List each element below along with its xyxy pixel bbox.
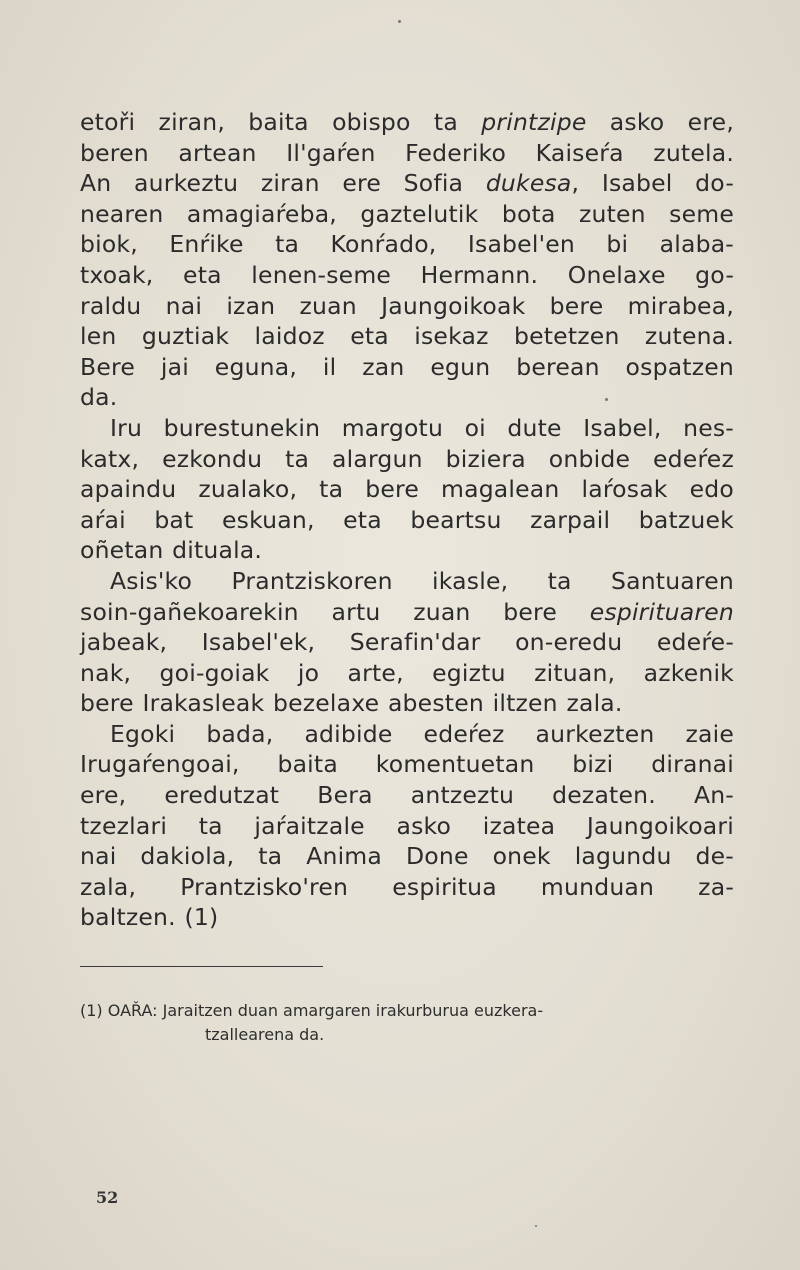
text-run: etoři ziran, baita obispo ta [80, 108, 482, 136]
text-line [80, 566, 734, 597]
text-line [80, 352, 734, 383]
text-run: Irugaŕengoai, baita komentuetan bizi diranai [80, 750, 734, 779]
text-line [80, 321, 734, 352]
text-run: Bere jai eguna, il zan egun berean ospatzen [80, 352, 734, 381]
text-line [80, 658, 734, 689]
text-run: ere, eredutzat Bera antzeztu dezaten. An- [80, 781, 734, 810]
text-run: nak, goi-goiak jo arte, egiztu zituan, azkenik [80, 658, 734, 687]
text-line [80, 505, 734, 536]
text-run: Egoki bada, adibide edeŕez aurkezten zaie [110, 719, 734, 748]
text-line [80, 902, 734, 933]
text-run: oñetan dituala. [80, 536, 263, 565]
text-run: asko ere, [586, 108, 735, 136]
text-run: bere Irakasleak bezelaxe abesten iltzen zala. [80, 689, 623, 718]
text-line [80, 872, 734, 903]
text-line [80, 413, 734, 444]
page-number: 52 [96, 1188, 119, 1207]
paper-speck [398, 20, 401, 23]
text-run: tzezlari ta jaŕaitzale asko izatea Jaungoikoari [80, 811, 734, 840]
text-line [80, 168, 734, 199]
text-line [80, 229, 734, 260]
text-run: jabeak, Isabel'ek, Serafin'dar on-eredu edeŕe- [80, 628, 734, 657]
text-line [80, 199, 734, 230]
text-run: apaindu zualako, ta bere magalean laŕosak edo [80, 475, 734, 504]
text-line [80, 107, 734, 138]
footnote-line-1: (1) OAŘA: Jaraitzen duan amargaren irakurburua euzkera- [80, 1001, 544, 1020]
text-run: biok, Enŕike ta Konŕado, Isabel'en bi alaba- [80, 230, 734, 259]
text-run: zala, Prantzisko'ren espiritua munduan za- [80, 872, 734, 901]
text-line [80, 260, 734, 291]
footnote-rule [80, 966, 323, 967]
text-line [80, 627, 734, 658]
italic-word: espirituaren [589, 597, 734, 626]
text-line [80, 780, 734, 811]
text-run: baltzen. (1) [80, 903, 219, 932]
text-run: da. [80, 383, 118, 412]
text-line [80, 811, 734, 842]
body-text [80, 107, 734, 933]
footnote [80, 999, 740, 1047]
italic-word: printzipe [481, 108, 587, 136]
text-line [80, 291, 734, 322]
paper-speck [605, 398, 608, 401]
text-line [80, 749, 734, 780]
text-line [80, 841, 734, 872]
text-run: , Isabel do- [571, 169, 734, 198]
italic-word: dukesa [485, 169, 572, 198]
text-run: katx, ezkondu ta alargun biziera onbide edeŕez [80, 444, 734, 473]
text-run: len guztiak laidoz eta isekaz betetzen zutena. [80, 322, 734, 351]
text-line [80, 444, 734, 475]
text-run: An aurkeztu ziran ere Sofia [80, 169, 486, 198]
text-line [80, 138, 734, 169]
text-run: raldu nai izan zuan Jaungoikoak bere mirabea, [80, 291, 734, 320]
footnote-line-2: tzallearena da. [205, 1025, 325, 1044]
text-run: aŕai bat eskuan, eta beartsu zarpail batzuek [80, 505, 734, 534]
text-line [80, 688, 734, 719]
text-run: soin-gañekoarekin artu zuan bere [80, 597, 590, 626]
text-line [80, 474, 734, 505]
text-line [80, 382, 734, 413]
paper-speck [535, 1225, 537, 1227]
text-run: txoak, eta lenen-seme Hermann. Onelaxe go- [80, 260, 734, 289]
text-run: Iru burestunekin margotu oi dute Isabel, nes- [110, 413, 734, 442]
text-run: nearen amagiaŕeba, gaztelutik bota zuten seme [80, 199, 734, 228]
text-line [80, 597, 734, 628]
text-line [80, 535, 734, 566]
text-run: Asis'ko Prantziskoren ikasle, ta Santuaren [110, 566, 734, 595]
text-run: nai dakiola, ta Anima Done onek lagundu de- [80, 842, 734, 871]
text-line [80, 719, 734, 750]
text-run: beren artean Il'gaŕen Federiko Kaiseŕa zutela. [80, 138, 734, 167]
